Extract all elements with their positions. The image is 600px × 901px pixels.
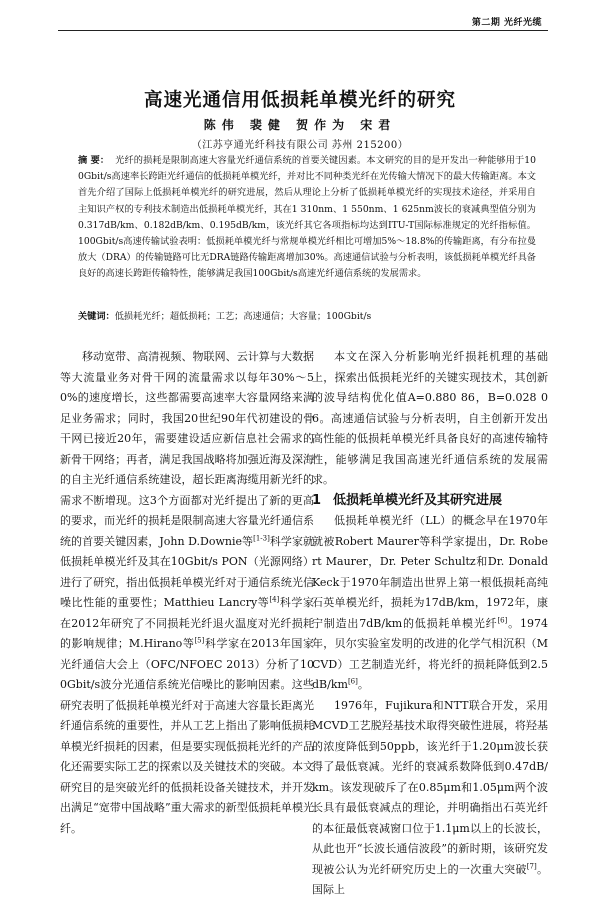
abstract-text: 光纤的损耗是限制高速大容量光纤通信系统的首要关键因素。本文研究的目的是开发出一种能够用于100Gbit/s高速率长跨距光纤通信的低损耗单模光纤，并对比不同种类光纤在光传输大情况下的最大传输距离。本文首先介绍了国际上低损耗单模光纤的研究进展，然后从理论上分析了低损耗单模光纤的实现技术途径，并采用自主知识产权的专利技术制造出低损耗单模光纤，其在1 310nm、1 550nm、1 625nm波长的衰减典型值分别为0.317dB/km、0.182dB/km、0.195dB/km，该光纤其它各项指标均达到ITU-T国际标准规定的光纤指标值。100Gbit/s高速传输试验表明：低损耗单模光纤与常规单模光纤相比可增加5%～18.8%的传输距离，有分布拉曼放大（DRA）的传输链路可比无DRA链路传输距离增加30%。高速通信试验与分析表明，该低损耗单模光纤具备良好的高速长跨距传输特性，能够满足我国100Gbit/s高速光纤通信系统的发展需求。	[78, 155, 536, 280]
summary-paragraph: 本文在深入分析影响光纤损耗机理的基础上，探索出低损耗光纤的关键实现技术，其创新的波导结构优化值A=0.880 86，B=0.028 06。高速通信试验与分析表明，自主创新开发出高性能的低损耗单模光纤具备良好的高速传输特性，能够满足我国高速光纤通信系统的发展需求。	[312, 350, 548, 486]
history-text-1: 低损耗单模光纤（LL）的概念早在1970年就被Robert Maurer等科学家提出，Dr. Robert Maurer，Dr. Peter Schultz和Dr. Donald Keck于1970年制造出世界上第一根低损耗高纯石英单模光纤，损耗为17dB/km，1972年，康宁制造出7dB/km的低损耗单模光纤	[312, 514, 548, 630]
citation: [6]	[497, 615, 508, 624]
authors: 陈伟 裴健 贺作为 宋君	[203, 118, 397, 132]
paper-title: 高速光通信用低损耗单模光纤的研究	[143, 90, 456, 111]
citation: [1-3]	[253, 533, 270, 542]
intro-text-1: 移动宽带、高清视频、物联网、云计算与大数据等大流量业务对骨干网的流量需求以每年30%～50%的速度增长，这些都需要高速率大容量网络来满足业务需求；同时，我国20世纪90年代初建设的骨干网已接近20年，需要建设适应新信息社会需求的新骨干网络；再者，满足我国战略将加强近海及深海的自主光纤通信系统建设，超长距离海缆用新光纤的需求不断增现。这3个方面都对光纤提出了新的更高的要求，而光纤的损耗是限制高速大容量光纤通信系统的首要关键因素，John D.Downie等	[60, 350, 314, 548]
citation: [6]	[347, 677, 358, 686]
citation: [5]	[194, 636, 205, 645]
affiliation: （江苏亨通光纤科技有限公司 苏州 215200）	[191, 140, 409, 151]
section-title: 低损耗单模光纤及其研究进展	[333, 492, 503, 508]
history-paragraph-1	[312, 511, 548, 696]
history-text-2: 。1974年，贝尔实验室发明的改进的化学气相沉积（MCVD）工艺制造光纤，将光纤的损耗降低到2.5dB/km	[312, 616, 548, 691]
history-paragraph-2	[312, 696, 548, 901]
running-header: 第二期 光纤光缆	[471, 18, 542, 28]
abstract	[78, 153, 536, 283]
right-column	[312, 347, 548, 901]
intro-text-3: 科学家在2012年研究了不同损耗光纤退火温度对光纤损耗的影响规律；M.Hirano等	[60, 596, 315, 650]
keywords-text: 低损耗光纤；超低损耗；工艺；高速通信；大容量；100Gbit/s	[114, 311, 372, 322]
citation: [7]	[526, 861, 537, 870]
intro-text-4: 科学家在2013年国家光纤通信大会上（OFC/NFOEC 2013）分析了100Gbit/s波分光通信系统光信噪比的影响因素。这些研究表明了低损耗单模光纤对于高速大容量长距离光纤通信系统的重要性，并从工艺上指出了影响低损耗单模光纤损耗的因素，但是要实现低损耗光纤的产品化还需要实际工艺的探索以及关键技术的突破。本文研究目的是突破光纤的低损耗设备关键技术，并开发出满足“宽带中国战略”重大需求的新型低损耗单模光纤。	[60, 637, 314, 835]
keywords-label: 关键词：	[78, 311, 115, 322]
header-rule	[58, 30, 548, 31]
abstract-label: 摘 要：	[78, 155, 110, 166]
intro-text-2: 科学家就低损耗单模光纤及其在10Gbit/s PON（光源网络）进行了研究，指出低损耗单模光纤对于通信系统光信噪比性能的重要性；Matthieu Lancry等	[60, 534, 315, 609]
intro-paragraph	[60, 347, 314, 839]
history-text-5: 。国际上	[312, 862, 549, 896]
citation: [4]	[269, 595, 280, 604]
history-text-4: 1976年，Fujikura和NTT联合开发，采用MCVD工艺脱羟基技术取得突破性进展，将羟基的浓度降低到50ppb，该光纤于1.20μm波长获得了最低衰减。光纤的衰减系数降低到0.47dB/km。该发现破斥了在0.85μm和1.05μm两个波长具有最低衰减点的理论，并明确指出石英光纤的本征最低衰减窗口位于1.1μm以上的长波长，从此也开“长波长通信波段”的新时期，该研究发现被公认为光纤研究历史上的一次重大突破	[312, 698, 548, 876]
section-heading	[312, 491, 548, 512]
history-text-3: 。	[357, 678, 369, 691]
left-column	[60, 347, 314, 839]
section-number: 1	[312, 492, 322, 508]
keywords	[78, 310, 536, 324]
